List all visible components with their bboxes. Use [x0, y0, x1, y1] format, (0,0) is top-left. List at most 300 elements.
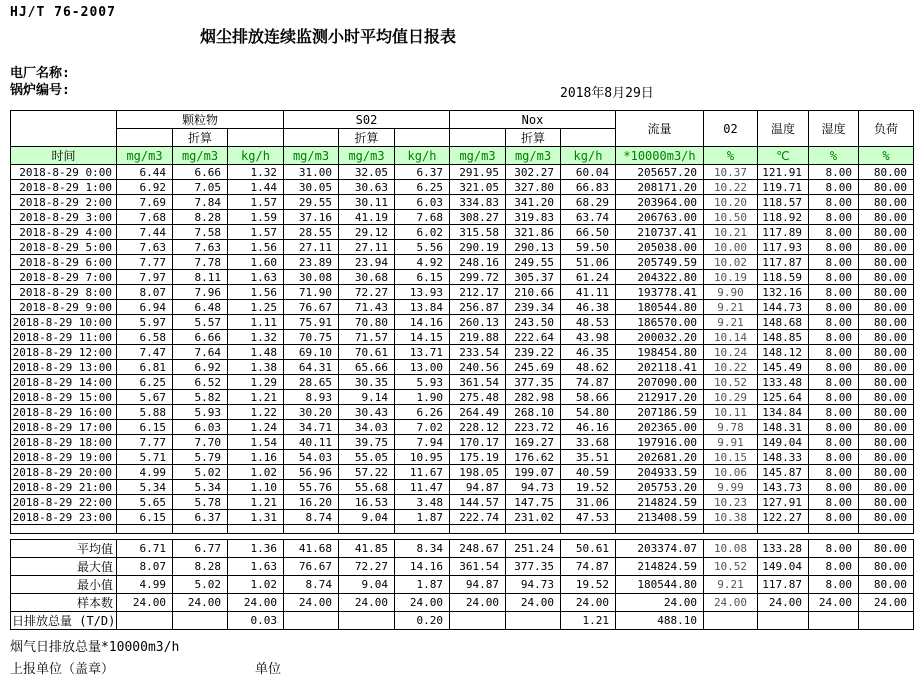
header-row-units	[11, 147, 914, 165]
time-cell: 2018-8-29 11:00	[11, 330, 117, 345]
value-cell: 1.31	[228, 510, 284, 525]
time-column-header-space	[11, 111, 117, 147]
value-cell: 48.62	[561, 360, 616, 375]
value-cell: 202118.41	[616, 360, 704, 375]
data-row	[11, 285, 914, 300]
value-cell: 243.50	[506, 315, 561, 330]
value-cell: 10.24	[704, 345, 758, 360]
value-cell: 6.25	[395, 180, 450, 195]
value-cell: 377.35	[506, 558, 561, 576]
time-cell: 2018-8-29 8:00	[11, 285, 117, 300]
data-row	[11, 360, 914, 375]
value-cell: 6.48	[173, 300, 228, 315]
value-cell: 5.02	[173, 576, 228, 594]
value-cell: 117.89	[758, 225, 809, 240]
summary-row	[11, 594, 914, 612]
value-cell: 8.00	[809, 240, 859, 255]
value-cell: 149.04	[758, 435, 809, 450]
value-cell: 0.03	[228, 612, 284, 630]
value-cell: 148.31	[758, 420, 809, 435]
value-cell: 200032.20	[616, 330, 704, 345]
value-cell: 16.53	[339, 495, 395, 510]
group-header-nox: Nox	[450, 111, 616, 129]
group-header-so2: S02	[284, 111, 450, 129]
value-cell: 76.67	[284, 558, 339, 576]
value-cell: 70.75	[284, 330, 339, 345]
value-cell: 133.48	[758, 375, 809, 390]
value-cell: 59.50	[561, 240, 616, 255]
value-cell: 222.64	[506, 330, 561, 345]
value-cell: 145.87	[758, 465, 809, 480]
value-cell: 6.81	[117, 360, 173, 375]
data-row	[11, 435, 914, 450]
value-cell: 6.25	[117, 375, 173, 390]
unit-cell: mg/m3	[173, 147, 228, 165]
value-cell: 290.19	[450, 240, 506, 255]
data-row	[11, 180, 914, 195]
unit-cell: mg/m3	[284, 147, 339, 165]
temperature-header: 温度	[758, 111, 809, 147]
unit-cell: kg/h	[395, 147, 450, 165]
data-row	[11, 300, 914, 315]
value-cell: 1.22	[228, 405, 284, 420]
daily-total-label: 日排放总量 (T/D)	[11, 612, 117, 630]
value-cell: 205657.20	[616, 165, 704, 180]
value-cell: 55.76	[284, 480, 339, 495]
value-cell: 8.28	[173, 558, 228, 576]
value-cell	[704, 612, 758, 630]
value-cell: 46.38	[561, 300, 616, 315]
data-row	[11, 255, 914, 270]
value-cell: 8.00	[809, 435, 859, 450]
value-cell: 198454.80	[616, 345, 704, 360]
value-cell: 8.00	[809, 420, 859, 435]
value-cell: 125.64	[758, 390, 809, 405]
value-cell: 28.65	[284, 375, 339, 390]
value-cell: 7.47	[117, 345, 173, 360]
value-cell: 5.78	[173, 495, 228, 510]
value-cell: 5.34	[117, 480, 173, 495]
data-row	[11, 315, 914, 330]
value-cell: 1.02	[228, 576, 284, 594]
value-cell: 80.00	[859, 240, 914, 255]
value-cell: 7.94	[395, 435, 450, 450]
value-cell: 80.00	[859, 210, 914, 225]
value-cell: 205753.20	[616, 480, 704, 495]
footer-reporting-unit: 上报单位（盖章）	[10, 662, 115, 677]
value-cell: 9.78	[704, 420, 758, 435]
value-cell: 8.00	[809, 255, 859, 270]
value-cell: 8.00	[809, 270, 859, 285]
time-cell: 2018-8-29 5:00	[11, 240, 117, 255]
empty-cell	[395, 525, 450, 534]
value-cell: 7.02	[395, 420, 450, 435]
subheader-blank	[284, 129, 339, 147]
value-cell: 1.11	[228, 315, 284, 330]
value-cell: 30.43	[339, 405, 395, 420]
value-cell: 1.57	[228, 195, 284, 210]
value-cell: 11.47	[395, 480, 450, 495]
value-cell: 29.12	[339, 225, 395, 240]
value-cell: 8.07	[117, 558, 173, 576]
value-cell: 210.66	[506, 285, 561, 300]
value-cell: 80.00	[859, 420, 914, 435]
value-cell: 24.00	[228, 594, 284, 612]
value-cell: 10.20	[704, 195, 758, 210]
value-cell: 118.92	[758, 210, 809, 225]
value-cell: 14.16	[395, 558, 450, 576]
footer-unit-label: 单位	[255, 662, 282, 677]
value-cell: 5.79	[173, 450, 228, 465]
value-cell: 6.94	[117, 300, 173, 315]
value-cell: 10.02	[704, 255, 758, 270]
value-cell: 31.00	[284, 165, 339, 180]
value-cell: 212.17	[450, 285, 506, 300]
value-cell: 8.00	[809, 510, 859, 525]
value-cell: 46.16	[561, 420, 616, 435]
value-cell: 5.67	[117, 390, 173, 405]
value-cell: 213408.59	[616, 510, 704, 525]
value-cell	[859, 612, 914, 630]
value-cell: 8.74	[284, 576, 339, 594]
value-cell: 72.27	[339, 285, 395, 300]
value-cell: 19.52	[561, 480, 616, 495]
value-cell: 8.00	[809, 330, 859, 345]
value-cell: 1.21	[561, 612, 616, 630]
value-cell: 8.00	[809, 495, 859, 510]
value-cell: 6.92	[117, 180, 173, 195]
unit-cell: mg/m3	[450, 147, 506, 165]
unit-cell: *10000m3/h	[616, 147, 704, 165]
value-cell: 80.00	[859, 495, 914, 510]
value-cell: 80.00	[859, 255, 914, 270]
value-cell: 7.68	[117, 210, 173, 225]
value-cell: 24.00	[450, 594, 506, 612]
value-cell: 9.21	[704, 576, 758, 594]
value-cell: 1.87	[395, 510, 450, 525]
value-cell: 8.07	[117, 285, 173, 300]
value-cell: 6.37	[173, 510, 228, 525]
value-cell: 5.65	[117, 495, 173, 510]
value-cell: 214824.59	[616, 558, 704, 576]
value-cell: 251.24	[506, 540, 561, 558]
value-cell: 223.72	[506, 420, 561, 435]
value-cell: 5.82	[173, 390, 228, 405]
data-row	[11, 390, 914, 405]
group-header-particulate: 颗粒物	[117, 111, 284, 129]
value-cell: 6.02	[395, 225, 450, 240]
value-cell: 1.16	[228, 450, 284, 465]
value-cell: 72.27	[339, 558, 395, 576]
value-cell: 58.66	[561, 390, 616, 405]
value-cell: 361.54	[450, 558, 506, 576]
value-cell: 1.63	[228, 558, 284, 576]
data-row	[11, 495, 914, 510]
value-cell: 1.38	[228, 360, 284, 375]
value-cell: 7.77	[117, 435, 173, 450]
value-cell: 80.00	[859, 180, 914, 195]
value-cell: 30.08	[284, 270, 339, 285]
value-cell: 8.00	[809, 180, 859, 195]
empty-cell	[616, 525, 704, 534]
value-cell: 14.16	[395, 315, 450, 330]
value-cell: 80.00	[859, 435, 914, 450]
value-cell: 10.19	[704, 270, 758, 285]
value-cell: 46.35	[561, 345, 616, 360]
value-cell: 117.93	[758, 240, 809, 255]
empty-cell	[561, 525, 616, 534]
value-cell: 8.00	[809, 390, 859, 405]
summary-row	[11, 540, 914, 558]
value-cell: 315.58	[450, 225, 506, 240]
value-cell: 71.90	[284, 285, 339, 300]
value-cell: 0.20	[395, 612, 450, 630]
value-cell: 6.77	[173, 540, 228, 558]
boiler-id-label: 锅炉编号:	[10, 83, 70, 98]
converted-subheader: 折算	[339, 129, 395, 147]
empty-cell	[506, 525, 561, 534]
value-cell: 10.52	[704, 375, 758, 390]
data-row	[11, 450, 914, 465]
value-cell: 5.97	[117, 315, 173, 330]
value-cell: 5.93	[173, 405, 228, 420]
value-cell: 10.37	[704, 165, 758, 180]
value-cell: 1.02	[228, 465, 284, 480]
value-cell: 239.22	[506, 345, 561, 360]
value-cell: 133.28	[758, 540, 809, 558]
unit-cell: %	[859, 147, 914, 165]
empty-cell	[284, 525, 339, 534]
value-cell: 80.00	[859, 300, 914, 315]
value-cell: 7.78	[173, 255, 228, 270]
empty-cell	[11, 525, 117, 534]
value-cell: 37.16	[284, 210, 339, 225]
value-cell: 10.23	[704, 495, 758, 510]
value-cell: 8.00	[809, 300, 859, 315]
unit-cell: ℃	[758, 147, 809, 165]
value-cell: 71.43	[339, 300, 395, 315]
empty-cell	[339, 525, 395, 534]
value-cell: 94.87	[450, 576, 506, 594]
time-cell: 2018-8-29 21:00	[11, 480, 117, 495]
value-cell: 71.57	[339, 330, 395, 345]
value-cell: 19.52	[561, 576, 616, 594]
value-cell: 7.44	[117, 225, 173, 240]
value-cell: 60.04	[561, 165, 616, 180]
value-cell: 10.95	[395, 450, 450, 465]
humidity-header: 湿度	[809, 111, 859, 147]
value-cell: 203964.00	[616, 195, 704, 210]
value-cell: 1.36	[228, 540, 284, 558]
value-cell: 80.00	[859, 330, 914, 345]
value-cell: 1.21	[228, 390, 284, 405]
header-row-groups	[11, 111, 914, 129]
value-cell: 80.00	[859, 270, 914, 285]
value-cell: 56.96	[284, 465, 339, 480]
unit-cell: kg/h	[561, 147, 616, 165]
value-cell: 34.71	[284, 420, 339, 435]
subheader-blank	[561, 129, 616, 147]
value-cell: 30.68	[339, 270, 395, 285]
value-cell: 118.59	[758, 270, 809, 285]
value-cell: 9.04	[339, 510, 395, 525]
value-cell: 57.22	[339, 465, 395, 480]
value-cell: 1.60	[228, 255, 284, 270]
value-cell: 147.75	[506, 495, 561, 510]
unit-cell: %	[809, 147, 859, 165]
unit-cell: mg/m3	[506, 147, 561, 165]
value-cell: 6.52	[173, 375, 228, 390]
time-cell: 2018-8-29 4:00	[11, 225, 117, 240]
value-cell: 198.05	[450, 465, 506, 480]
value-cell: 13.71	[395, 345, 450, 360]
unit-cell: kg/h	[228, 147, 284, 165]
value-cell: 170.17	[450, 435, 506, 450]
value-cell: 40.59	[561, 465, 616, 480]
summary-label: 平均值	[11, 540, 117, 558]
value-cell: 32.05	[339, 165, 395, 180]
value-cell: 9.21	[704, 315, 758, 330]
time-cell: 2018-8-29 23:00	[11, 510, 117, 525]
data-row	[11, 465, 914, 480]
time-cell: 2018-8-29 17:00	[11, 420, 117, 435]
plant-name-label: 电厂名称:	[10, 66, 70, 81]
value-cell: 74.87	[561, 558, 616, 576]
value-cell: 1.25	[228, 300, 284, 315]
value-cell: 8.00	[809, 405, 859, 420]
value-cell: 5.56	[395, 240, 450, 255]
value-cell: 1.54	[228, 435, 284, 450]
daily-total-row	[11, 612, 914, 630]
value-cell: 148.12	[758, 345, 809, 360]
value-cell: 23.89	[284, 255, 339, 270]
value-cell: 5.34	[173, 480, 228, 495]
value-cell: 80.00	[859, 165, 914, 180]
value-cell: 50.61	[561, 540, 616, 558]
value-cell: 7.84	[173, 195, 228, 210]
summary-label: 最大值	[11, 558, 117, 576]
empty-cell	[758, 525, 809, 534]
value-cell: 70.61	[339, 345, 395, 360]
empty-cell	[117, 525, 173, 534]
value-cell: 65.66	[339, 360, 395, 375]
value-cell: 80.00	[859, 285, 914, 300]
value-cell: 6.03	[395, 195, 450, 210]
value-cell: 80.00	[859, 540, 914, 558]
value-cell: 264.49	[450, 405, 506, 420]
value-cell: 212917.20	[616, 390, 704, 405]
empty-cell	[228, 525, 284, 534]
value-cell: 8.00	[809, 375, 859, 390]
value-cell: 222.74	[450, 510, 506, 525]
standard-code: HJ/T 76-2007	[10, 5, 116, 20]
summary-row	[11, 558, 914, 576]
value-cell: 8.00	[809, 450, 859, 465]
value-cell: 47.53	[561, 510, 616, 525]
value-cell: 54.80	[561, 405, 616, 420]
value-cell: 10.11	[704, 405, 758, 420]
value-cell: 80.00	[859, 465, 914, 480]
value-cell: 488.10	[616, 612, 704, 630]
value-cell: 1.32	[228, 165, 284, 180]
value-cell: 249.55	[506, 255, 561, 270]
value-cell: 7.69	[117, 195, 173, 210]
value-cell: 7.77	[117, 255, 173, 270]
data-row	[11, 240, 914, 255]
flow-header: 流量	[616, 111, 704, 147]
value-cell: 7.63	[117, 240, 173, 255]
report-header	[0, 0, 924, 110]
data-row	[11, 420, 914, 435]
time-cell: 2018-8-29 20:00	[11, 465, 117, 480]
value-cell: 8.00	[809, 480, 859, 495]
value-cell: 1.29	[228, 375, 284, 390]
value-cell: 28.55	[284, 225, 339, 240]
empty-cell	[859, 525, 914, 534]
value-cell: 231.02	[506, 510, 561, 525]
value-cell: 9.14	[339, 390, 395, 405]
value-cell: 121.91	[758, 165, 809, 180]
value-cell: 8.00	[809, 285, 859, 300]
value-cell: 148.68	[758, 315, 809, 330]
value-cell: 3.48	[395, 495, 450, 510]
time-cell: 2018-8-29 9:00	[11, 300, 117, 315]
data-row	[11, 225, 914, 240]
value-cell: 1.24	[228, 420, 284, 435]
value-cell: 1.10	[228, 480, 284, 495]
unit-cell: mg/m3	[339, 147, 395, 165]
value-cell	[339, 612, 395, 630]
value-cell: 5.93	[395, 375, 450, 390]
value-cell: 10.06	[704, 465, 758, 480]
time-cell: 2018-8-29 15:00	[11, 390, 117, 405]
value-cell: 202681.20	[616, 450, 704, 465]
data-row	[11, 210, 914, 225]
value-cell	[450, 612, 506, 630]
value-cell: 1.87	[395, 576, 450, 594]
value-cell: 10.29	[704, 390, 758, 405]
value-cell: 24.00	[758, 594, 809, 612]
value-cell: 7.97	[117, 270, 173, 285]
data-row	[11, 480, 914, 495]
value-cell: 10.50	[704, 210, 758, 225]
value-cell: 10.22	[704, 360, 758, 375]
time-cell: 2018-8-29 13:00	[11, 360, 117, 375]
value-cell: 8.00	[809, 558, 859, 576]
value-cell: 24.00	[173, 594, 228, 612]
value-cell: 6.15	[395, 270, 450, 285]
value-cell	[506, 612, 561, 630]
value-cell: 14.15	[395, 330, 450, 345]
report-footer	[10, 636, 924, 676]
empty-cell	[450, 525, 506, 534]
value-cell: 205749.59	[616, 255, 704, 270]
time-cell: 2018-8-29 1:00	[11, 180, 117, 195]
value-cell: 341.20	[506, 195, 561, 210]
value-cell: 66.50	[561, 225, 616, 240]
value-cell: 144.73	[758, 300, 809, 315]
value-cell: 9.91	[704, 435, 758, 450]
value-cell: 8.74	[284, 510, 339, 525]
value-cell: 51.06	[561, 255, 616, 270]
value-cell: 145.49	[758, 360, 809, 375]
value-cell: 8.00	[809, 576, 859, 594]
value-cell: 24.00	[616, 594, 704, 612]
value-cell: 80.00	[859, 375, 914, 390]
value-cell: 208171.20	[616, 180, 704, 195]
value-cell: 48.53	[561, 315, 616, 330]
value-cell: 8.00	[809, 210, 859, 225]
